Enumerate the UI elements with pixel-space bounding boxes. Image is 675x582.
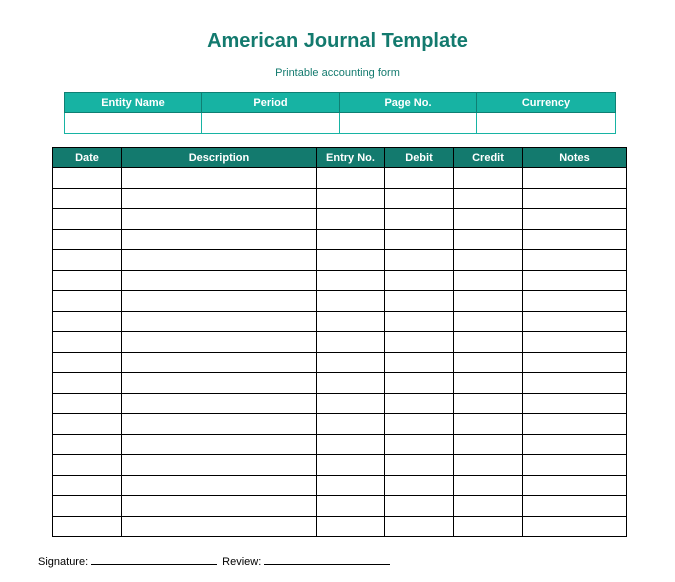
- date-cell[interactable]: [53, 311, 122, 332]
- signature-line[interactable]: [91, 555, 217, 565]
- notes-cell[interactable]: [523, 373, 627, 394]
- table-row: [53, 414, 627, 435]
- table-row: [53, 434, 627, 455]
- date-cell[interactable]: [53, 270, 122, 291]
- notes-cell[interactable]: [523, 311, 627, 332]
- debit-cell[interactable]: [385, 393, 454, 414]
- description-cell[interactable]: [122, 332, 317, 353]
- info-table: [64, 92, 616, 134]
- entry-no-cell[interactable]: [317, 373, 385, 394]
- table-row: [53, 168, 627, 189]
- info-header-row: [65, 93, 616, 113]
- date-cell[interactable]: [53, 209, 122, 230]
- table-row: [53, 393, 627, 414]
- journal-header-date: Date: [53, 148, 122, 168]
- description-cell[interactable]: [122, 455, 317, 476]
- debit-cell[interactable]: [385, 455, 454, 476]
- entry-no-cell[interactable]: [317, 496, 385, 517]
- table-row: [53, 270, 627, 291]
- entry-no-cell[interactable]: [317, 209, 385, 230]
- table-row: [53, 352, 627, 373]
- notes-cell[interactable]: [523, 229, 627, 250]
- description-cell[interactable]: [122, 373, 317, 394]
- debit-cell[interactable]: [385, 209, 454, 230]
- debit-cell[interactable]: [385, 250, 454, 271]
- info-input-row: [65, 113, 616, 134]
- date-cell[interactable]: [53, 291, 122, 312]
- credit-cell[interactable]: [454, 393, 523, 414]
- notes-cell[interactable]: [523, 332, 627, 353]
- debit-cell[interactable]: [385, 414, 454, 435]
- notes-cell[interactable]: [523, 496, 627, 517]
- entity-name-field[interactable]: [65, 113, 202, 134]
- credit-cell[interactable]: [454, 516, 523, 537]
- credit-cell[interactable]: [454, 291, 523, 312]
- description-cell[interactable]: [122, 516, 317, 537]
- notes-cell[interactable]: [523, 414, 627, 435]
- notes-cell[interactable]: [523, 475, 627, 496]
- journal-table: [52, 147, 627, 537]
- entry-no-cell[interactable]: [317, 475, 385, 496]
- table-row: [53, 332, 627, 353]
- entry-no-cell[interactable]: [317, 270, 385, 291]
- credit-cell[interactable]: [454, 332, 523, 353]
- date-cell[interactable]: [53, 455, 122, 476]
- description-cell[interactable]: [122, 393, 317, 414]
- notes-cell[interactable]: [523, 250, 627, 271]
- debit-cell[interactable]: [385, 311, 454, 332]
- table-row: [53, 250, 627, 271]
- journal-header-debit: Debit: [385, 148, 454, 168]
- entry-no-cell[interactable]: [317, 250, 385, 271]
- entry-no-cell[interactable]: [317, 311, 385, 332]
- journal-header-entry-no: Entry No.: [317, 148, 385, 168]
- notes-cell[interactable]: [523, 434, 627, 455]
- credit-cell[interactable]: [454, 414, 523, 435]
- date-cell[interactable]: [53, 475, 122, 496]
- credit-cell[interactable]: [454, 434, 523, 455]
- footer: [38, 555, 395, 568]
- entry-no-cell[interactable]: [317, 291, 385, 312]
- notes-cell[interactable]: [523, 455, 627, 476]
- journal-header-description: Description: [122, 148, 317, 168]
- date-cell[interactable]: [53, 393, 122, 414]
- debit-cell[interactable]: [385, 270, 454, 291]
- debit-cell[interactable]: [385, 475, 454, 496]
- debit-cell[interactable]: [385, 352, 454, 373]
- credit-cell[interactable]: [454, 229, 523, 250]
- description-cell[interactable]: [122, 475, 317, 496]
- debit-cell[interactable]: [385, 168, 454, 189]
- entry-no-cell[interactable]: [317, 229, 385, 250]
- page-subtitle: Printable accounting form: [275, 67, 400, 79]
- entry-no-cell[interactable]: [317, 188, 385, 209]
- credit-cell[interactable]: [454, 496, 523, 517]
- debit-cell[interactable]: [385, 229, 454, 250]
- description-cell[interactable]: [122, 209, 317, 230]
- notes-cell[interactable]: [523, 270, 627, 291]
- credit-cell[interactable]: [454, 270, 523, 291]
- entry-no-cell[interactable]: [317, 352, 385, 373]
- table-row: [53, 455, 627, 476]
- date-cell[interactable]: [53, 496, 122, 517]
- debit-cell[interactable]: [385, 291, 454, 312]
- credit-cell[interactable]: [454, 455, 523, 476]
- description-cell[interactable]: [122, 229, 317, 250]
- debit-cell[interactable]: [385, 434, 454, 455]
- entry-no-cell[interactable]: [317, 455, 385, 476]
- description-cell[interactable]: [122, 434, 317, 455]
- description-cell[interactable]: [122, 168, 317, 189]
- description-cell[interactable]: [122, 311, 317, 332]
- notes-cell[interactable]: [523, 209, 627, 230]
- table-row: [53, 188, 627, 209]
- entry-no-cell[interactable]: [317, 393, 385, 414]
- table-row: [53, 311, 627, 332]
- table-row: [53, 373, 627, 394]
- credit-cell[interactable]: [454, 311, 523, 332]
- credit-cell[interactable]: [454, 168, 523, 189]
- table-row: [53, 291, 627, 312]
- description-cell[interactable]: [122, 352, 317, 373]
- debit-cell[interactable]: [385, 188, 454, 209]
- info-header-period: Period: [202, 93, 340, 113]
- credit-cell[interactable]: [454, 188, 523, 209]
- date-cell[interactable]: [53, 434, 122, 455]
- journal-header-row: [53, 148, 627, 168]
- debit-cell[interactable]: [385, 516, 454, 537]
- credit-cell[interactable]: [454, 475, 523, 496]
- credit-cell[interactable]: [454, 250, 523, 271]
- description-cell[interactable]: [122, 250, 317, 271]
- journal-header-credit: Credit: [454, 148, 523, 168]
- date-cell[interactable]: [53, 168, 122, 189]
- debit-cell[interactable]: [385, 496, 454, 517]
- date-cell[interactable]: [53, 188, 122, 209]
- review-line[interactable]: [264, 555, 390, 565]
- table-row: [53, 496, 627, 517]
- date-cell[interactable]: [53, 516, 122, 537]
- signature-label: Signature:: [38, 556, 89, 568]
- notes-cell[interactable]: [523, 168, 627, 189]
- date-cell[interactable]: [53, 229, 122, 250]
- description-cell[interactable]: [122, 270, 317, 291]
- info-header-currency: Currency: [477, 93, 616, 113]
- date-cell[interactable]: [53, 373, 122, 394]
- period-field[interactable]: [202, 113, 340, 134]
- description-cell[interactable]: [122, 496, 317, 517]
- notes-cell[interactable]: [523, 188, 627, 209]
- date-cell[interactable]: [53, 250, 122, 271]
- description-cell[interactable]: [122, 291, 317, 312]
- notes-cell[interactable]: [523, 291, 627, 312]
- journal-header-notes: Notes: [523, 148, 627, 168]
- entry-no-cell[interactable]: [317, 332, 385, 353]
- currency-field[interactable]: [477, 113, 616, 134]
- date-cell[interactable]: [53, 352, 122, 373]
- notes-cell[interactable]: [523, 393, 627, 414]
- notes-cell[interactable]: [523, 352, 627, 373]
- table-row: [53, 516, 627, 537]
- date-cell[interactable]: [53, 414, 122, 435]
- table-row: [53, 229, 627, 250]
- entry-no-cell[interactable]: [317, 168, 385, 189]
- info-header-page-no: Page No.: [340, 93, 477, 113]
- description-cell[interactable]: [122, 414, 317, 435]
- table-row: [53, 475, 627, 496]
- entry-no-cell[interactable]: [317, 516, 385, 537]
- description-cell[interactable]: [122, 188, 317, 209]
- page-no-field[interactable]: [340, 113, 477, 134]
- date-cell[interactable]: [53, 332, 122, 353]
- entry-no-cell[interactable]: [317, 414, 385, 435]
- journal-body: [53, 168, 627, 537]
- entry-no-cell[interactable]: [317, 434, 385, 455]
- info-header-entity-name: Entity Name: [65, 93, 202, 113]
- notes-cell[interactable]: [523, 516, 627, 537]
- debit-cell[interactable]: [385, 332, 454, 353]
- table-row: [53, 209, 627, 230]
- credit-cell[interactable]: [454, 352, 523, 373]
- page-title: American Journal Template: [207, 30, 468, 52]
- credit-cell[interactable]: [454, 373, 523, 394]
- credit-cell[interactable]: [454, 209, 523, 230]
- review-label: Review:: [222, 556, 262, 568]
- debit-cell[interactable]: [385, 373, 454, 394]
